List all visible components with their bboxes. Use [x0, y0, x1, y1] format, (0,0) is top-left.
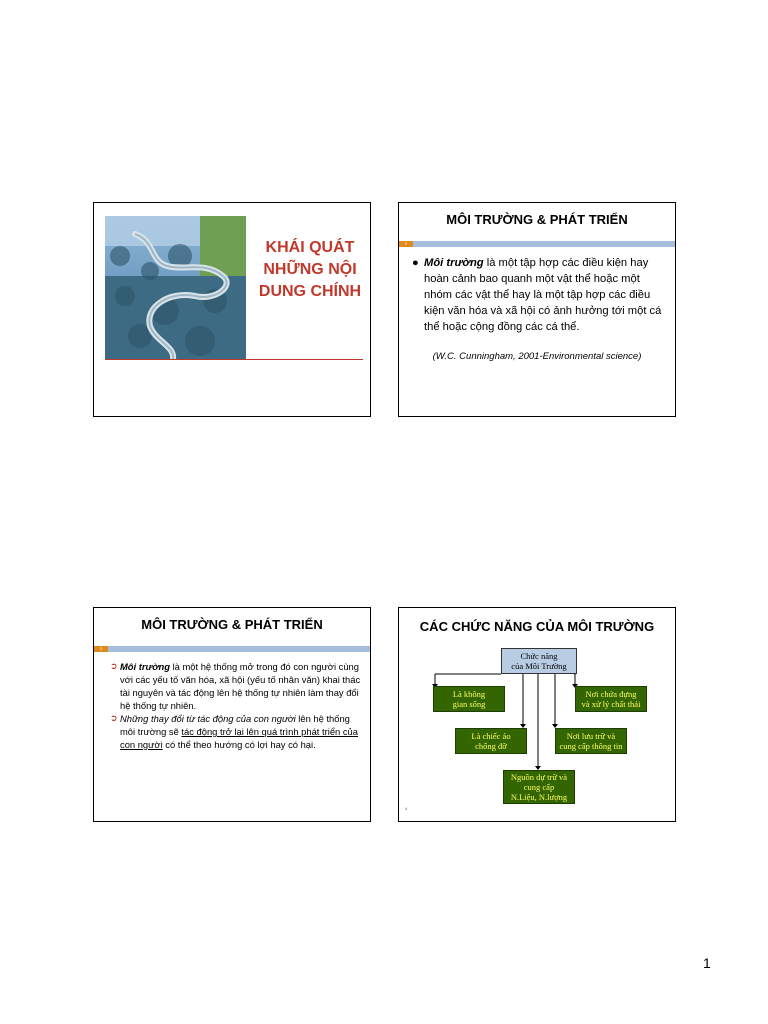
item-text: là một hệ thống mở trong đó con người cùng với các yếu tố văn hóa, xã hội (yếu tố nhân văn) khai thác tài nguyên và tác động lên hệ thống tự nhiên làm thay đổi hệ thống tự nhiên.	[120, 661, 361, 711]
slide-title: MÔI TRƯỜNG & PHÁT TRIỂN	[141, 617, 323, 632]
slide-4	[398, 607, 676, 822]
diagram-node-info	[555, 728, 627, 754]
bullet-list	[110, 660, 362, 751]
bullet-icon: ●	[412, 257, 419, 269]
node-label: N.Liệu, N.lượng	[510, 792, 568, 802]
diagram-node-shield	[455, 728, 527, 754]
title-line-1: KHÁI QUÁT	[265, 239, 355, 256]
definition-term: Môi trường	[424, 257, 484, 269]
slide-number-tab: 2	[399, 241, 413, 247]
definition-paragraph	[412, 255, 664, 335]
node-label: chống đỡ	[475, 741, 507, 751]
citation: (W.C. Cunningham, 2001-Environmental science)	[432, 351, 642, 362]
title-line-3: DUNG CHÍNH	[258, 283, 362, 300]
node-label: của Môi Trường	[511, 661, 567, 671]
node-label: cung cấp	[523, 782, 555, 792]
diagram-root-node	[501, 648, 577, 674]
river-aerial-photo	[105, 216, 246, 359]
slide-3	[93, 607, 371, 822]
arrow-bullet-icon: ➲	[110, 661, 118, 671]
node-label: Nơi lưu trữ và	[566, 731, 616, 741]
slide-1	[93, 202, 371, 417]
title-line-2: NHỮNG NỘI	[263, 261, 357, 278]
diagram-node-waste	[575, 686, 647, 712]
node-label: gian sống	[452, 699, 486, 709]
page-number: 1	[703, 955, 711, 971]
node-label: Nơi chứa đựng	[585, 689, 637, 699]
slide-2	[398, 202, 676, 417]
accent-bar	[94, 646, 370, 652]
item-text: có thể theo hướng có lợi hay có hại.	[162, 739, 316, 750]
node-label: Là không	[452, 689, 486, 699]
list-item	[110, 712, 362, 751]
diagram-node-living-space	[433, 686, 505, 712]
node-label: Là chiếc áo	[471, 731, 511, 741]
slide-1-title	[252, 237, 368, 303]
slide-number: 4	[405, 806, 408, 811]
arrow-bullet-icon: ➲	[110, 713, 118, 723]
item-term: Môi trường	[120, 661, 170, 672]
node-label: và xử lý chất thải	[581, 699, 641, 709]
node-label: Chức năng	[520, 651, 558, 661]
slide-title: MÔI TRƯỜNG & PHÁT TRIỂN	[446, 212, 628, 227]
list-item	[110, 660, 362, 712]
accent-bar	[399, 241, 675, 247]
slide-number-tab: 3	[94, 646, 108, 652]
divider-line	[105, 359, 363, 360]
underlined-text: tác động trở lại lên quá trình phát triển của con người	[120, 726, 358, 750]
diagram-node-resources	[503, 770, 575, 804]
item-text: lên hệ thống môi trường sẽ	[120, 713, 350, 737]
node-label: cung cấp thông tin	[559, 741, 623, 751]
item-term: Những thay đổi từ tác động của con người	[120, 713, 296, 724]
slide-title: CÁC CHỨC NĂNG CỦA MÔI TRƯỜNG	[419, 619, 655, 634]
node-label: Nguồn dự trữ và	[510, 772, 568, 782]
definition-text: là một tập hợp các điều kiện hay hoàn cảnh bao quanh một vật thể hoặc một nhóm các vật thể hay là một tập hợp các điều kiện văn hóa và xã hội có ảnh hưởng tới một cá thể hoặc cộng đồng các cá thể.	[424, 257, 662, 333]
